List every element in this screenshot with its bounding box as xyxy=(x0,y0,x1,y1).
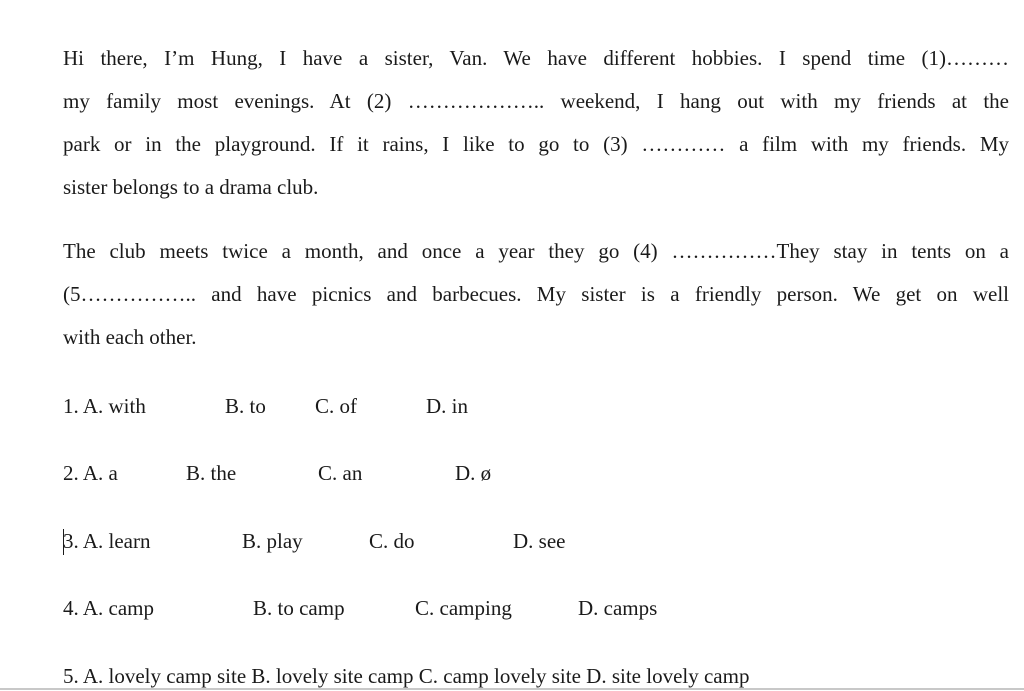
question-4-option-b: B. to camp xyxy=(253,596,345,620)
question-2-option-d: D. ø xyxy=(455,461,492,485)
question-3-option-c: C. do xyxy=(369,529,415,553)
question-2-option-c: C. an xyxy=(318,461,363,485)
paragraph-2-line: The club meets twice a month, and once a year they go (4) ……………They stay in tents on a xyxy=(63,239,1009,263)
question-1-option-c: C. of xyxy=(315,394,357,418)
paragraph-2-line: (5…………….. and have picnics and barbecues. My sister is a friendly person. We get on well xyxy=(63,282,1009,306)
paragraph-1-line: sister belongs to a drama club. xyxy=(63,175,319,199)
page-bottom-divider xyxy=(0,688,1024,690)
question-1-option-a: 1. A. with xyxy=(63,394,146,418)
paragraph-1 xyxy=(63,37,1009,209)
question-1-option-b: B. to xyxy=(225,394,266,418)
question-1-option-d: D. in xyxy=(426,394,468,418)
paragraph-2-line: with each other. xyxy=(63,325,197,349)
question-2-option-a: 2. A. a xyxy=(63,461,118,485)
question-2-option-b: B. the xyxy=(186,461,237,485)
paragraph-2 xyxy=(63,230,1009,359)
question-5-options: 5. A. lovely camp site B. lovely site camp C. camp lovely site D. site lovely camp xyxy=(63,664,750,688)
paragraph-1-line: Hi there, I’m Hung, I have a sister, Van. We have different hobbies. I spend time (1)……… xyxy=(63,46,1009,70)
question-3-option-a: 3. A. learn xyxy=(63,529,151,553)
question-4-option-a: 4. A. camp xyxy=(63,596,154,620)
question-3-option-d: D. see xyxy=(513,529,566,553)
paragraph-1-line: my family most evenings. At (2) ……………….. weekend, I hang out with my friends at the xyxy=(63,89,1009,113)
paragraph-1-line: park or in the playground. If it rains, I like to go to (3) ………… a film with my friends. My xyxy=(63,132,1009,156)
question-4-option-d: D. camps xyxy=(578,596,658,620)
question-3-option-b: B. play xyxy=(242,529,303,553)
question-4-option-c: C. camping xyxy=(415,596,512,620)
